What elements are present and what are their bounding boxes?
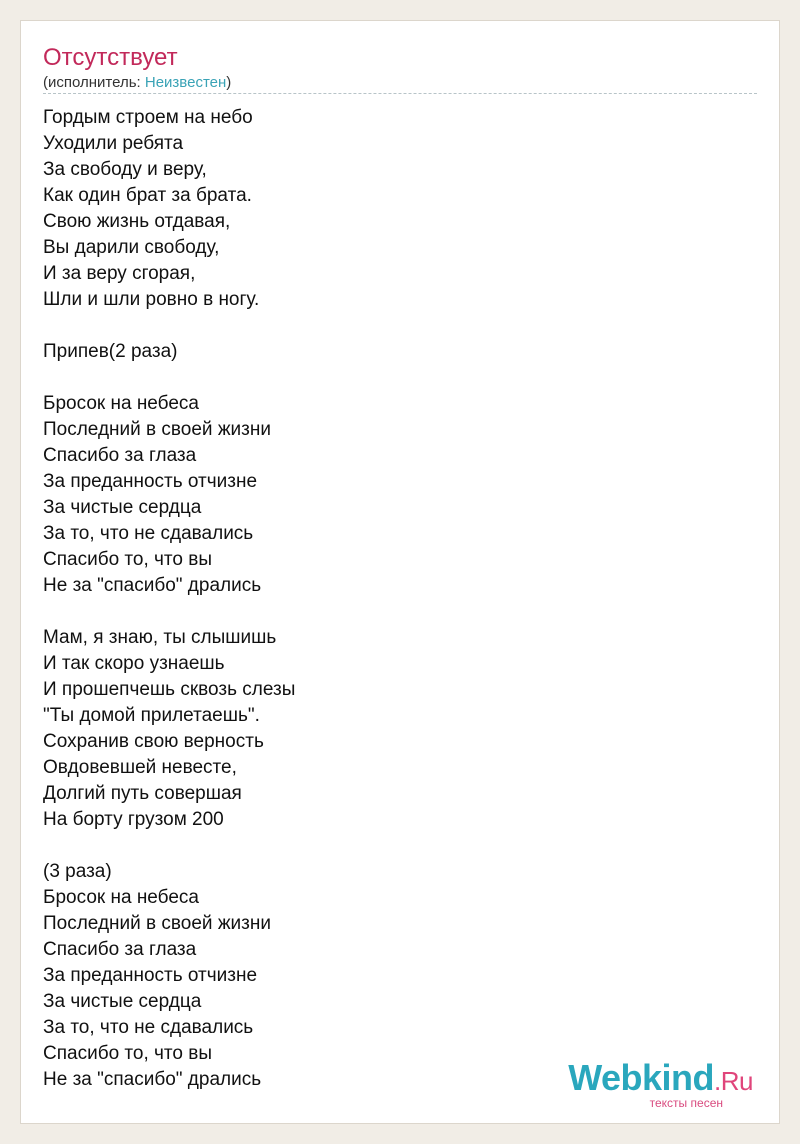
lyrics-page bbox=[20, 20, 780, 1124]
logo-wordmark bbox=[568, 1057, 753, 1099]
lyric-line: Спасибо за глаза bbox=[43, 939, 197, 960]
lyric-line: Сохранив свою верность bbox=[43, 731, 264, 752]
webkind-logo[interactable] bbox=[568, 1057, 753, 1110]
lyric-line: За чистые сердца bbox=[43, 991, 202, 1012]
logo-main-text: Webkind bbox=[568, 1057, 715, 1098]
artist-prefix: (исполнитель: bbox=[43, 74, 145, 91]
lyric-line: Гордым строем на небо bbox=[43, 107, 253, 128]
lyric-line: Бросок на небеса bbox=[43, 887, 199, 908]
lyric-line: Овдовевшей невесте, bbox=[43, 757, 237, 778]
lyric-blank-line bbox=[43, 599, 295, 625]
lyric-line: Спасибо за глаза bbox=[43, 445, 197, 466]
lyric-line: Уходили ребята bbox=[43, 133, 184, 154]
logo-subtitle: тексты песен bbox=[649, 1096, 723, 1110]
lyric-line: И за веру сгорая, bbox=[43, 263, 196, 284]
artist-suffix: ) bbox=[226, 74, 232, 91]
lyric-blank-line bbox=[43, 365, 295, 391]
logo-tld: .Ru bbox=[714, 1066, 753, 1096]
lyric-line: И так скоро узнаешь bbox=[43, 653, 225, 674]
lyric-line: (3 раза) bbox=[43, 861, 112, 882]
artist-line bbox=[43, 73, 231, 93]
song-title: Отсутствует bbox=[43, 44, 178, 71]
lyric-line: За то, что не сдавались bbox=[43, 523, 254, 544]
title-divider bbox=[43, 93, 757, 94]
lyric-blank-line bbox=[43, 833, 295, 859]
lyric-line: Не за "спасибо" дрались bbox=[43, 575, 262, 596]
lyric-line: На борту грузом 200 bbox=[43, 809, 224, 830]
lyric-line: За преданность отчизне bbox=[43, 471, 258, 492]
lyric-line: Вы дарили свободу, bbox=[43, 237, 220, 258]
lyric-blank-line bbox=[43, 313, 295, 339]
lyric-line: Последний в своей жизни bbox=[43, 419, 271, 440]
lyric-line: Как один брат за брата. bbox=[43, 185, 252, 206]
lyric-line: Мам, я знаю, ты слышишь bbox=[43, 627, 277, 648]
lyric-line: За то, что не сдавались bbox=[43, 1017, 254, 1038]
lyric-line: Не за "спасибо" дрались bbox=[43, 1069, 262, 1090]
lyric-line: Свою жизнь отдавая, bbox=[43, 211, 231, 232]
lyric-line: За преданность отчизне bbox=[43, 965, 258, 986]
lyric-line: За свободу и веру, bbox=[43, 159, 207, 180]
lyric-line: Шли и шли ровно в ногу. bbox=[43, 289, 260, 310]
lyric-line: Спасибо то, что вы bbox=[43, 549, 213, 570]
lyric-line: За чистые сердца bbox=[43, 497, 202, 518]
lyric-line: Припев(2 раза) bbox=[43, 341, 178, 362]
lyric-line: Спасибо то, что вы bbox=[43, 1043, 213, 1064]
lyric-line: Долгий путь совершая bbox=[43, 783, 242, 804]
lyric-line: "Ты домой прилетаешь". bbox=[43, 705, 260, 726]
lyric-line: И прошепчешь сквозь слезы bbox=[43, 679, 296, 700]
artist-link[interactable]: Неизвестен bbox=[144, 74, 227, 91]
lyric-line: Последний в своей жизни bbox=[43, 913, 271, 934]
lyrics-text bbox=[43, 105, 295, 1093]
lyric-line: Бросок на небеса bbox=[43, 393, 199, 414]
